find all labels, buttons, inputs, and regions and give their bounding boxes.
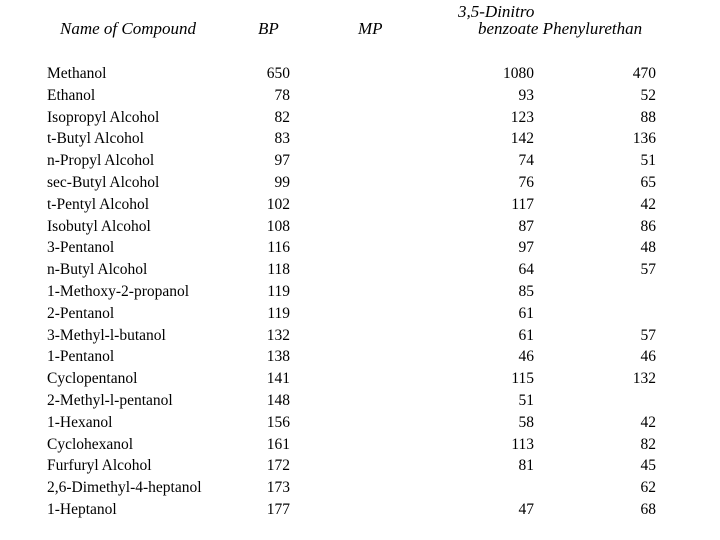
- phenylurethan-cell: 42: [640, 195, 656, 213]
- compound-name-cell: t-Pentyl Alcohol: [47, 195, 150, 213]
- compound-name-cell: sec-Butyl Alcohol: [47, 173, 160, 191]
- phenylurethan-cell: 52: [640, 86, 656, 104]
- bp-cell: 118: [267, 261, 290, 279]
- compound-name-cell: 1-Hexanol: [47, 413, 113, 431]
- bp-cell: 173: [266, 479, 290, 497]
- bp-cell: 82: [274, 108, 290, 126]
- dinitrobenzoate-cell: 117: [511, 195, 534, 213]
- bp-cell: 108: [266, 217, 290, 235]
- compound-name-cell: Ethanol: [47, 86, 96, 104]
- dinitrobenzoate-cell: 51: [518, 391, 534, 409]
- dinitrobenzoate-cell: 61: [518, 326, 534, 344]
- compound-name-cell: 2-Pentanol: [47, 304, 115, 322]
- phenylurethan-cell: 48: [640, 239, 656, 257]
- table-body: [0, 63, 720, 521]
- phenylurethan-cell: 65: [640, 173, 656, 191]
- compound-name-cell: Isobutyl Alcohol: [47, 217, 151, 235]
- bp-cell: 148: [266, 391, 290, 409]
- phenylurethan-cell: 82: [640, 435, 656, 453]
- phenylurethan-cell: 62: [640, 479, 656, 497]
- header-mp: MP: [358, 19, 383, 38]
- compound-name-cell: 1-Methoxy-2-propanol: [47, 282, 190, 300]
- table-row: [0, 172, 720, 194]
- bp-cell: 78: [274, 86, 290, 104]
- bp-cell: 119: [267, 282, 290, 300]
- dinitrobenzoate-cell: 76: [518, 173, 534, 191]
- table-row: [0, 150, 720, 172]
- bp-cell: 97: [274, 152, 290, 170]
- compound-name-cell: Isopropyl Alcohol: [47, 108, 160, 126]
- table-row: [0, 128, 720, 150]
- phenylurethan-cell: 68: [640, 500, 656, 518]
- compound-name-cell: 2-Methyl-l-pentanol: [47, 391, 173, 409]
- table-row: [0, 194, 720, 216]
- compound-name-cell: Cyclohexanol: [47, 435, 134, 453]
- dinitrobenzoate-cell: 47: [518, 500, 534, 518]
- bp-cell: 141: [266, 370, 290, 388]
- bp-cell: 156: [266, 413, 290, 431]
- table-row: [0, 107, 720, 129]
- table-row: [0, 368, 720, 390]
- compound-name-cell: 2,6-Dimethyl-4-heptanol: [47, 479, 202, 497]
- table-row: [0, 412, 720, 434]
- table-row: [0, 85, 720, 107]
- phenylurethan-cell: 132: [632, 370, 656, 388]
- header-dinitro-line1: 3,5-Dinitro: [458, 2, 535, 21]
- phenylurethan-cell: 57: [640, 261, 656, 279]
- compound-name-cell: 1-Heptanol: [47, 500, 117, 518]
- table-row: [0, 63, 720, 85]
- dinitrobenzoate-cell: 61: [518, 304, 534, 322]
- dinitrobenzoate-cell: 87: [518, 217, 534, 235]
- table-row: [0, 390, 720, 412]
- table-row: [0, 281, 720, 303]
- table-row: [0, 303, 720, 325]
- dinitrobenzoate-cell: 74: [518, 152, 534, 170]
- phenylurethan-cell: 46: [640, 348, 656, 366]
- compound-name-cell: n-Propyl Alcohol: [47, 152, 155, 170]
- bp-cell: 177: [266, 500, 290, 518]
- phenylurethan-cell: 136: [632, 130, 656, 148]
- compound-name-cell: t-Butyl Alcohol: [47, 130, 144, 148]
- header-dinitro-line2: benzoate Phenylurethan: [478, 19, 643, 38]
- compound-name-cell: Furfuryl Alcohol: [47, 457, 152, 475]
- dinitrobenzoate-cell: 58: [518, 413, 534, 431]
- bp-cell: 161: [266, 435, 290, 453]
- compound-name-cell: Methanol: [47, 65, 107, 82]
- dinitrobenzoate-cell: 81: [518, 457, 534, 475]
- bp-cell: 99: [274, 173, 290, 191]
- header-bp: BP: [258, 19, 279, 38]
- bp-cell: 650: [266, 65, 290, 82]
- table-row: [0, 477, 720, 499]
- dinitrobenzoate-cell: 97: [518, 239, 534, 257]
- dinitrobenzoate-cell: 123: [510, 108, 534, 126]
- compound-name-cell: 1-Pentanol: [47, 348, 115, 366]
- bp-cell: 132: [266, 326, 290, 344]
- table-row: [0, 259, 720, 281]
- compound-name-cell: 3-Methyl-l-butanol: [47, 326, 166, 344]
- compound-name-cell: Cyclopentanol: [47, 370, 138, 388]
- phenylurethan-cell: 86: [640, 217, 656, 235]
- bp-cell: 138: [266, 348, 290, 366]
- bp-cell: 119: [267, 304, 290, 322]
- table-row: [0, 325, 720, 347]
- dinitrobenzoate-cell: 142: [510, 130, 534, 148]
- bp-cell: 102: [266, 195, 290, 213]
- table-row: [0, 216, 720, 238]
- phenylurethan-cell: 51: [640, 152, 656, 170]
- dinitrobenzoate-cell: 1080: [503, 65, 534, 82]
- bp-cell: 83: [274, 130, 290, 148]
- dinitrobenzoate-cell: 115: [511, 370, 534, 388]
- table-row: [0, 455, 720, 477]
- table-row: [0, 434, 720, 456]
- dinitrobenzoate-cell: 113: [511, 435, 534, 453]
- dinitrobenzoate-cell: 64: [518, 261, 534, 279]
- dinitrobenzoate-cell: 46: [518, 348, 534, 366]
- compound-name-cell: 3-Pentanol: [47, 239, 115, 257]
- compound-name-cell: n-Butyl Alcohol: [47, 261, 148, 279]
- table-row: [0, 237, 720, 259]
- phenylurethan-cell: 45: [640, 457, 656, 475]
- phenylurethan-cell: 57: [640, 326, 656, 344]
- table-row: [0, 499, 720, 521]
- phenylurethan-cell: 42: [640, 413, 656, 431]
- bp-cell: 172: [266, 457, 290, 475]
- dinitrobenzoate-cell: 85: [518, 282, 534, 300]
- table-row: [0, 346, 720, 368]
- phenylurethan-cell: 470: [632, 65, 656, 82]
- page-bottom-edge: [0, 527, 720, 540]
- phenylurethan-cell: 88: [640, 108, 656, 126]
- dinitrobenzoate-cell: 93: [518, 86, 534, 104]
- header-name-of-compound: Name of Compound: [60, 19, 196, 38]
- bp-cell: 116: [267, 239, 290, 257]
